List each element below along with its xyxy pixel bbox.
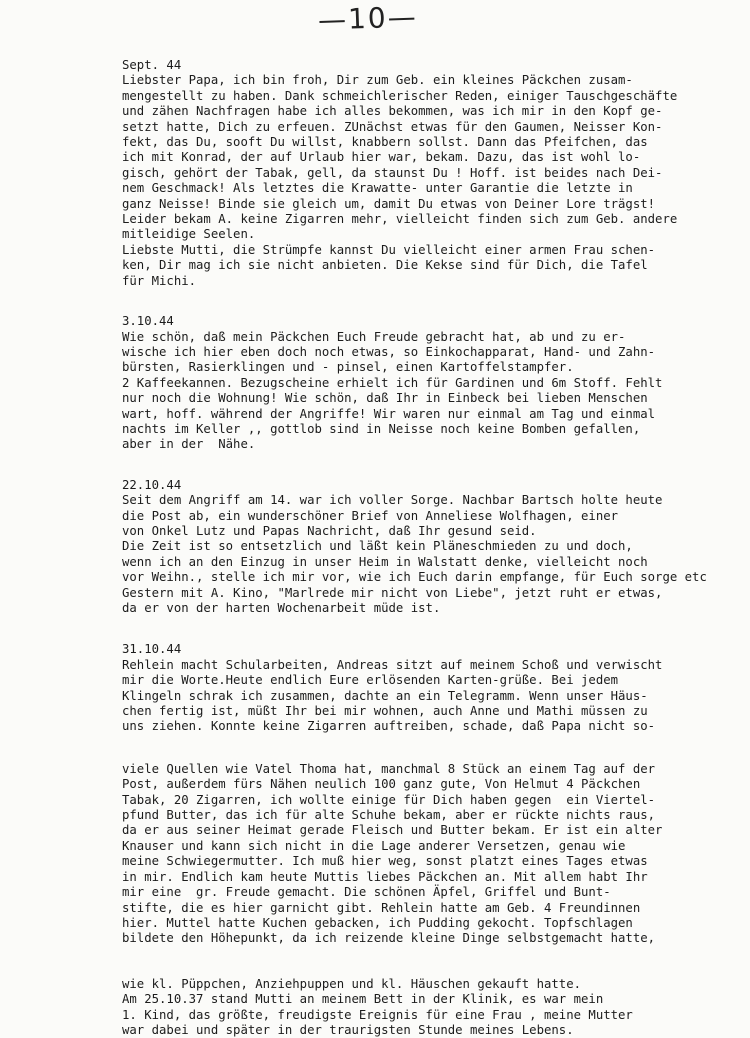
text-line: setzt hatte, Dich zu erfeuen. ZUnächst etwas für den Gaumen, Neisser Kon- — [122, 119, 663, 134]
text-line: Am 25.10.37 stand Mutti an meinem Bett in der Klinik, es war mein — [122, 992, 604, 1007]
entry-date: 31.10.44 — [122, 642, 182, 657]
text-line: nur noch die Wohnung! Wie schön, daß Ihr in Einbeck bei lieben Menschen — [122, 391, 648, 406]
text-line: stifte, die es hier garnicht gibt. Rehlein hatte am Geb. 4 Freundinnen — [122, 900, 641, 915]
text-line: in mir. Endlich kam heute Muttis liebes Päckchen an. Mit allem habt Ihr — [122, 869, 648, 884]
letter-entry — [122, 314, 682, 453]
text-line: mir die Worte.Heute endlich Eure erlösenden Karten-grüße. Bei jedem — [122, 673, 619, 688]
text-line: vor Weihn., stelle ich mir vor, wie ich Euch darin empfange, für Euch sorge etc — [122, 570, 707, 585]
letter-entry — [122, 642, 682, 734]
text-line: gisch, gehört der Tabak, gell, da staunst Du ! Hoff. ist beides nach Dei- — [122, 165, 663, 180]
entry-date: 22.10.44 — [122, 477, 182, 492]
text-line: bürsten, Rasierklingen und - pinsel, einen Kartoffelstampfer. — [122, 360, 574, 375]
letter-body — [122, 58, 707, 1038]
text-line: und zähen Nachfragen habe ich alles bekommen, was ich mir in den Kopf ge- — [122, 104, 663, 119]
text-line: war dabei und später in der traurigsten Stunde meines Lebens. — [122, 1022, 574, 1037]
letter-entry — [122, 477, 707, 617]
text-line: ich mit Konrad, der auf Urlaub hier war, bekam. Dazu, das ist wohl lo- — [122, 150, 641, 165]
text-line: mitleidige Seelen. — [122, 227, 256, 242]
text-line: da er aus seiner Heimat gerade Fleisch und Butter bekam. Er ist ein alter — [122, 823, 663, 838]
text-line: Knauser und kann sich nicht in die Lage anderer Versetzen, genau wie — [122, 838, 626, 853]
text-line: da er von der harten Wochenarbeit müde ist. — [122, 601, 441, 615]
text-line: Post, außerdem fürs Nähen neulich 100 ganz gute, Von Helmut 4 Päckchen — [122, 777, 641, 792]
text-line: wenn ich an den Einzug in unser Heim in Walstatt denke, vielleicht noch — [122, 554, 648, 569]
text-line: Die Zeit ist so entsetzlich und läßt kein Pläneschmieden zu und doch, — [122, 539, 633, 554]
letter-continuation — [122, 762, 682, 947]
text-line: aber in der Nähe. — [122, 437, 256, 452]
text-line: von Onkel Lutz und Papas Nachricht, daß Ihr gesund seid. — [122, 523, 537, 538]
text-line: wische ich hier eben doch noch etwas, so Einkochapparat, Hand- und Zahn- — [122, 344, 656, 359]
text-line: mengestellt zu haben. Dank schmeichlerischer Reden, einiger Tauschgeschäfte — [122, 88, 678, 103]
text-line: Leider bekam A. keine Zigarren mehr, vielleicht finden sich zum Geb. andere — [122, 212, 678, 227]
text-line: für Michi. — [122, 273, 197, 288]
text-line: Rehlein macht Schularbeiten, Andreas sitzt auf meinem Schoß und verwischt — [122, 657, 663, 672]
text-line: Gestern mit A. Kino, "Marlrede mir nicht von Liebe", jetzt ruht er etwas, — [122, 585, 663, 600]
text-line: pfund Butter, das ich für alte Schuhe bekam, aber er rückte nichts raus, — [122, 808, 656, 823]
text-line: viele Quellen wie Vatel Thoma hat, manchmal 8 Stück an einem Tag auf der — [122, 761, 656, 776]
text-line: Tabak, 20 Zigarren, ich wollte einige für Dich haben gegen ein Viertel- — [122, 792, 656, 807]
text-line: fekt, das Du, sooft Du willst, knabbern sollst. Dann das Pfeifchen, das — [122, 135, 648, 150]
text-line: die Post ab, ein wunderschöner Brief von Anneliese Wolfhagen, einer — [122, 508, 619, 523]
text-line: bildete den Höhepunkt, da ich reizende kleine Dinge selbstgemacht hatte, — [122, 931, 656, 946]
letter-continuation — [122, 977, 682, 1038]
text-line: 2 Kaffeekannen. Bezugscheine erhielt ich für Gardinen und 6m Stoff. Fehlt — [122, 375, 663, 390]
text-line: wie kl. Püppchen, Anziehpuppen und kl. Häuschen gekauft hatte. — [122, 976, 582, 991]
page-number: —10— — [317, 0, 419, 37]
text-line: Wie schön, daß mein Päckchen Euch Freude gebracht hat, ab und zu er- — [122, 329, 626, 344]
text-line: Liebste Mutti, die Strümpfe kannst Du vielleicht einer armen Frau schen- — [122, 242, 656, 257]
text-line: Seit dem Angriff am 14. war ich voller Sorge. Nachbar Bartsch holte heute — [122, 493, 663, 508]
letter-entry — [122, 58, 682, 289]
text-line: ken, Dir mag ich sie nicht anbieten. Die Kekse sind für Dich, die Tafel — [122, 258, 648, 273]
entry-date: Sept. 44 — [122, 58, 182, 72]
text-line: 1. Kind, das größte, freudigste Ereignis für eine Frau , meine Mutter — [122, 1007, 633, 1022]
entry-date: 3.10.44 — [122, 314, 174, 329]
text-line: meine Schwiegermutter. Ich muß hier weg, sonst platzt eines Tages etwas — [122, 854, 648, 869]
text-line: ganz Neisse! Binde sie gleich um, damit Du etwas von Deiner Lore trägst! — [122, 196, 656, 211]
text-line: Liebster Papa, ich bin froh, Dir zum Geb. ein kleines Päckchen zusam- — [122, 73, 633, 88]
text-line: nachts im Keller ,, gottlob sind in Neisse noch keine Bomben gefallen, — [122, 421, 641, 436]
text-line: chen fertig ist, müßt Ihr bei mir wohnen, auch Anne und Mathi müssen zu — [122, 704, 648, 719]
text-line: uns ziehen. Konnte keine Zigarren auftreiben, schade, daß Papa nicht so- — [122, 719, 656, 734]
text-line: hier. Muttel hatte Kuchen gebacken, ich Pudding gekocht. Topfschlagen — [122, 915, 633, 930]
text-line: nem Geschmack! Als letztes die Krawatte- unter Garantie die letzte in — [122, 181, 633, 196]
text-line: Klingeln schrak ich zusammen, dachte an ein Telegramm. Wenn unser Häus- — [122, 688, 648, 703]
text-line: wart, hoff. während der Angriffe! Wir waren nur einmal am Tag und einmal — [122, 406, 656, 421]
text-line: mir eine gr. Freude gemacht. Die schönen Äpfel, Griffel und Bunt- — [122, 885, 611, 900]
